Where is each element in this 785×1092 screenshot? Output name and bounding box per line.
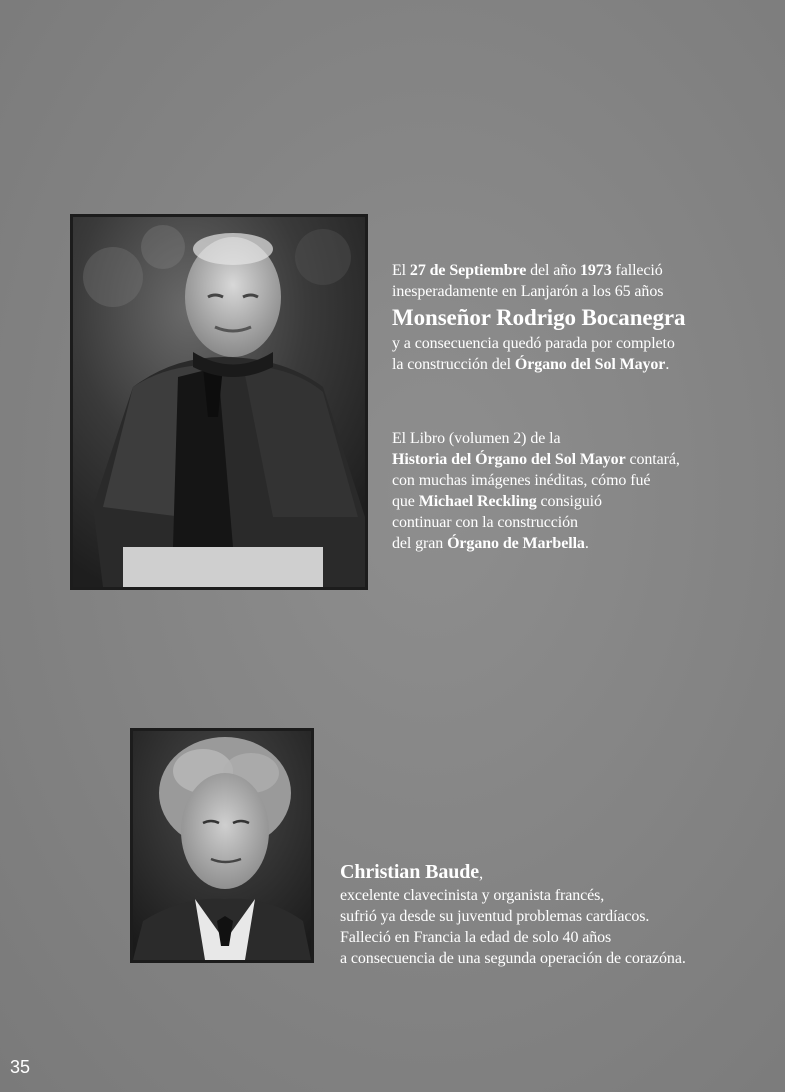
book-line-4 [392,491,772,512]
text-span: El [392,262,410,279]
text-span: consiguió [536,493,602,510]
baude-name: Christian Baude [340,861,480,883]
text-span: la construcción del [392,356,515,373]
bocanegra-line-2: inesperadamente en Lanjarón a los 65 años [392,283,664,300]
bocanegra-line-5 [392,354,772,375]
organ-name: Órgano del Sol Mayor [514,356,666,373]
book-line-5: continuar con la construcción [392,514,578,531]
book-line-3: con muchas imágenes inéditas, cómo fué [392,472,651,489]
book-line-2 [392,449,772,470]
text-span: del año [526,262,580,279]
text-span: . [584,535,589,552]
text-span: contará, [625,451,680,468]
portrait-baude-image [133,731,311,960]
book-title: Historia del Órgano del Sol Mayor [392,451,626,468]
text-span: que [392,493,419,510]
portrait-photo-bocanegra [70,214,368,590]
text-span: , [479,865,483,882]
baude-text-block [340,860,780,969]
date-text: 27 de Septiembre [409,262,527,279]
marbella-organ-name: Órgano de Marbella [447,535,585,552]
bocanegra-name: Monseñor Rodrigo Bocanegra [392,305,686,330]
baude-line-5: a consecuencia de una segunda operación de corazóna. [340,950,686,967]
year-text: 1973 [580,262,612,279]
book-line-6 [392,533,772,554]
reckling-name: Michael Reckling [418,493,537,510]
baude-line-2: excelente clavecinista y organista francés, [340,887,605,904]
baude-line-4: Falleció en Francia la edad de solo 40 años [340,929,612,946]
portrait-bocanegra-image [73,217,365,587]
bocanegra-line-4: y a consecuencia quedó parada por completo [392,335,675,352]
baude-line-3: sufrió ya desde su juventud problemas cardíacos. [340,908,650,925]
text-span: del gran [392,535,448,552]
book-text-block [392,428,772,554]
bocanegra-line-1 [392,260,772,281]
portrait-photo-baude [130,728,314,963]
text-span: . [665,356,670,373]
text-span: falleció [611,262,663,279]
baude-name-line [340,860,780,885]
page-number: 35 [10,1057,31,1077]
bocanegra-text-block [392,260,772,375]
book-line-1: El Libro (volumen 2) de la [392,430,561,447]
